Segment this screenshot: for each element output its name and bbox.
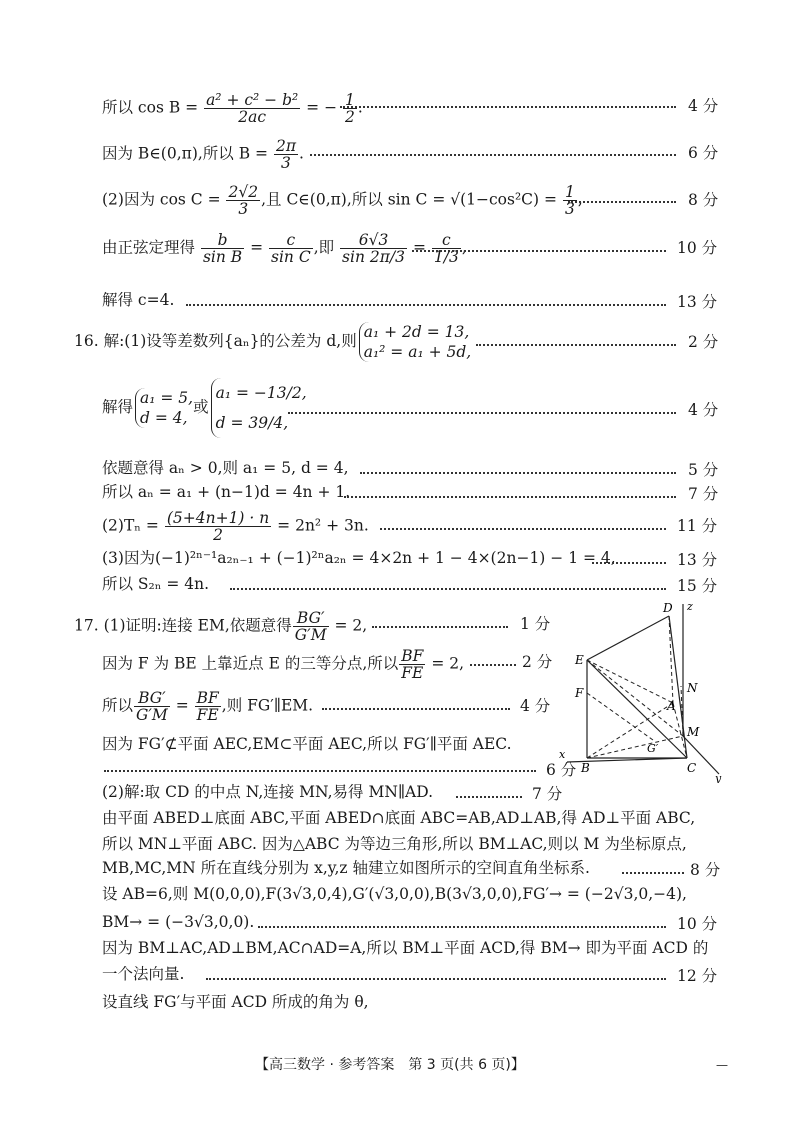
line-7: 解得 a₁ = 5, d = 4, 或 a₁ = −13/2, d = 39/4, (102, 378, 307, 438)
line-14: 因为 F 为 BE 上靠近点 E 的三等分点,所以 $\frac{BF}{FE}$ = 2, (102, 647, 465, 682)
line-6: 16. 解:(1)设等差数列{aₙ}的公差为 d,则 a₁ + 2d = 13, a₁² = a₁ + 5d, (74, 323, 472, 361)
leader-dots (372, 626, 508, 628)
score: 11 分 (677, 517, 718, 535)
label-F: F (575, 686, 584, 700)
equation-system: a₁ = 5, d = 4, (135, 388, 193, 428)
score: 2 分 (522, 653, 553, 671)
leader-dots (476, 344, 676, 346)
line-3: (2)因为 cos C = $\frac{2√2}{3}$ ,且 C∈(0,π),所以 sin C = √(1−cos²C) = $\frac{1}{3}$ , (102, 183, 583, 218)
leader-dots (104, 770, 536, 772)
fraction: $\frac{\text{a² + c² − b²}}{2ac}$ (206, 91, 299, 126)
score: 7 分 (532, 785, 563, 803)
leader-dots (456, 796, 522, 798)
line-4: 由正弦定理得 $\frac{b}{\text{sin B}}$ = $\frac{c}{\text{sin C}}$ ,即 $\frac{6√3}{\sin 2\pi/3}$ = $\frac{c}{1/3}$ , (102, 231, 467, 266)
fraction: $\frac{BF}{FE}$ (401, 647, 424, 682)
segment-EM (587, 660, 683, 736)
score: 8 分 (688, 191, 719, 209)
score: 4 分 (520, 697, 551, 715)
fraction: $\frac{2\pi}{3}$ (275, 137, 297, 172)
fraction: $\frac{BG'}{G'M}$ (136, 689, 168, 724)
fraction: $\frac{(5+4n+1) \cdot n}{2}$ (166, 509, 270, 544)
label-A: A (667, 699, 676, 713)
leader-dots (340, 106, 676, 108)
score: 8 分 (690, 861, 721, 879)
edge-AB (587, 703, 673, 758)
score: 12 分 (677, 967, 718, 985)
leader-dots (568, 201, 676, 203)
line-23: BM→ = (−3√3,0,0). (102, 913, 255, 931)
leader-dots (380, 528, 666, 530)
line-11: (3)因为(−1)²ⁿ⁻¹a₂ₙ₋₁ + (−1)²ⁿa₂ₙ = 4×2n + 1 − 4×(2n−1) − 1 = 4, (102, 549, 616, 567)
leader-dots (310, 154, 676, 156)
line-12: 所以 S₂ₙ = 4n. (102, 575, 210, 593)
score: 13 分 (677, 293, 718, 311)
label-z: z (687, 600, 693, 613)
line-13: 17. (1)证明:连接 EM,依题意得 $\frac{BG'}{G'M}$ = 2, (74, 609, 368, 644)
label-G: G′ (647, 742, 659, 755)
score: 13 分 (677, 551, 718, 569)
score: 10 分 (677, 239, 718, 257)
line-8: 依题意得 aₙ > 0,则 a₁ = 5, d = 4, (102, 459, 349, 477)
leader-dots (288, 412, 676, 414)
line-10: (2)Tₙ = $\frac{(5+4n+1) \cdot n}{2}$ = 2n² + 3n. (102, 509, 369, 544)
edge-ED (587, 616, 669, 660)
fraction: $\frac{1}{3}$ (564, 183, 575, 218)
label-x: x (559, 748, 566, 761)
line-21: MB,MC,MN 所在直线分别为 x,y,z 轴建立如图所示的空间直角坐标系. (102, 859, 590, 877)
line-1: 所以 cos B = $\frac{\text{a² + c² − b²}}{2ac}$ = − $\frac{1}{2}$ . (102, 91, 363, 126)
score: 1 分 (520, 615, 551, 633)
label-M: M (687, 725, 700, 739)
leader-dots (344, 496, 676, 498)
leader-dots (206, 978, 666, 980)
score: 15 分 (677, 577, 718, 595)
line-24: 因为 BM⊥AC,AD⊥BM,AC∩AD=A,所以 BM⊥平面 ACD,得 BM→ 即为平面 ACD 的 (102, 939, 709, 957)
label-D: D (663, 601, 673, 615)
leader-dots (622, 872, 684, 874)
fraction: $\frac{BF}{FE}$ (196, 689, 219, 724)
label-y: y (715, 772, 722, 783)
leader-dots (186, 304, 666, 306)
leader-dots (322, 708, 510, 710)
fraction: $\frac{2√2}{3}$ (228, 183, 259, 218)
fraction: $\frac{b}{\text{sin B}}$ (202, 231, 243, 266)
geometry-figure (555, 598, 735, 783)
score: 4 分 (688, 401, 719, 419)
corner-mark: — (716, 1058, 728, 1072)
score: 6 分 (688, 144, 719, 162)
line-16: 因为 FG′⊄平面 AEC,EM⊂平面 AEC,所以 FG′∥平面 AEC. (102, 735, 512, 753)
score: 7 分 (688, 485, 719, 503)
fraction: $\frac{1}{2}$ (345, 91, 355, 126)
leader-dots (592, 562, 666, 564)
fraction: $\frac{c}{\text{sin C}}$ (271, 231, 311, 266)
line-2: 因为 B∈(0,π),所以 B = $\frac{2\pi}{3}$ . (102, 137, 304, 172)
leader-dots (360, 472, 676, 474)
line-26: 设直线 FG′与平面 ACD 所成的角为 θ, (102, 993, 369, 1011)
equation-system: a₁ = −13/2, d = 39/4, (211, 378, 307, 438)
fraction: $\frac{BG'}{G'M}$ (294, 609, 327, 644)
line-22: 设 AB=6,则 M(0,0,0),F(3√3,0,4),G′(√3,0,0),B(3√3,0,0),FG′→ = (−2√3,0,−4), (102, 885, 687, 903)
equation-system: a₁ + 2d = 13, a₁² = a₁ + 5d, (359, 322, 472, 362)
score: 5 分 (688, 461, 719, 479)
line-5: 解得 c=4. (102, 291, 175, 309)
leader-dots (230, 588, 666, 590)
label-B: B (581, 761, 590, 775)
label-E: E (575, 653, 584, 667)
segment-FG (587, 693, 653, 740)
score: 4 分 (688, 97, 719, 115)
fraction: $\frac{c}{1/3}$ (433, 231, 459, 266)
fraction: $\frac{6√3}{\sin 2\pi/3}$ (342, 231, 406, 266)
page-footer: 【高三数学 · 参考答案 第 3 页(共 6 页)】 (255, 1057, 525, 1073)
line-18: (2)解:取 CD 的中点 N,连接 MN,易得 MN∥AD. (102, 783, 434, 801)
line-19: 由平面 ABED⊥底面 ABC,平面 ABED∩底面 ABC=AB,AD⊥AB,得 AD⊥平面 ABC, (102, 809, 696, 827)
score: 6 分 (546, 761, 577, 779)
line-9: 所以 aₙ = a₁ + (n−1)d = 4n + 1. (102, 483, 351, 501)
label-C: C (687, 761, 697, 775)
leader-dots (470, 664, 516, 666)
line-20: 所以 MN⊥平面 ABC. 因为△ABC 为等边三角形,所以 BM⊥AC,则以 M 为坐标原点, (102, 835, 687, 853)
segment-EA (587, 660, 673, 703)
line-15: 所以 $\frac{BG'}{G'M}$ = $\frac{BF}{FE}$ ,则 FG′∥EM. (102, 689, 314, 724)
score: 2 分 (688, 333, 719, 351)
score: 10 分 (677, 915, 718, 933)
label-N: N (687, 681, 698, 695)
leader-dots (412, 250, 666, 252)
line-25: 一个法向量. (102, 965, 185, 983)
leader-dots (258, 926, 666, 928)
